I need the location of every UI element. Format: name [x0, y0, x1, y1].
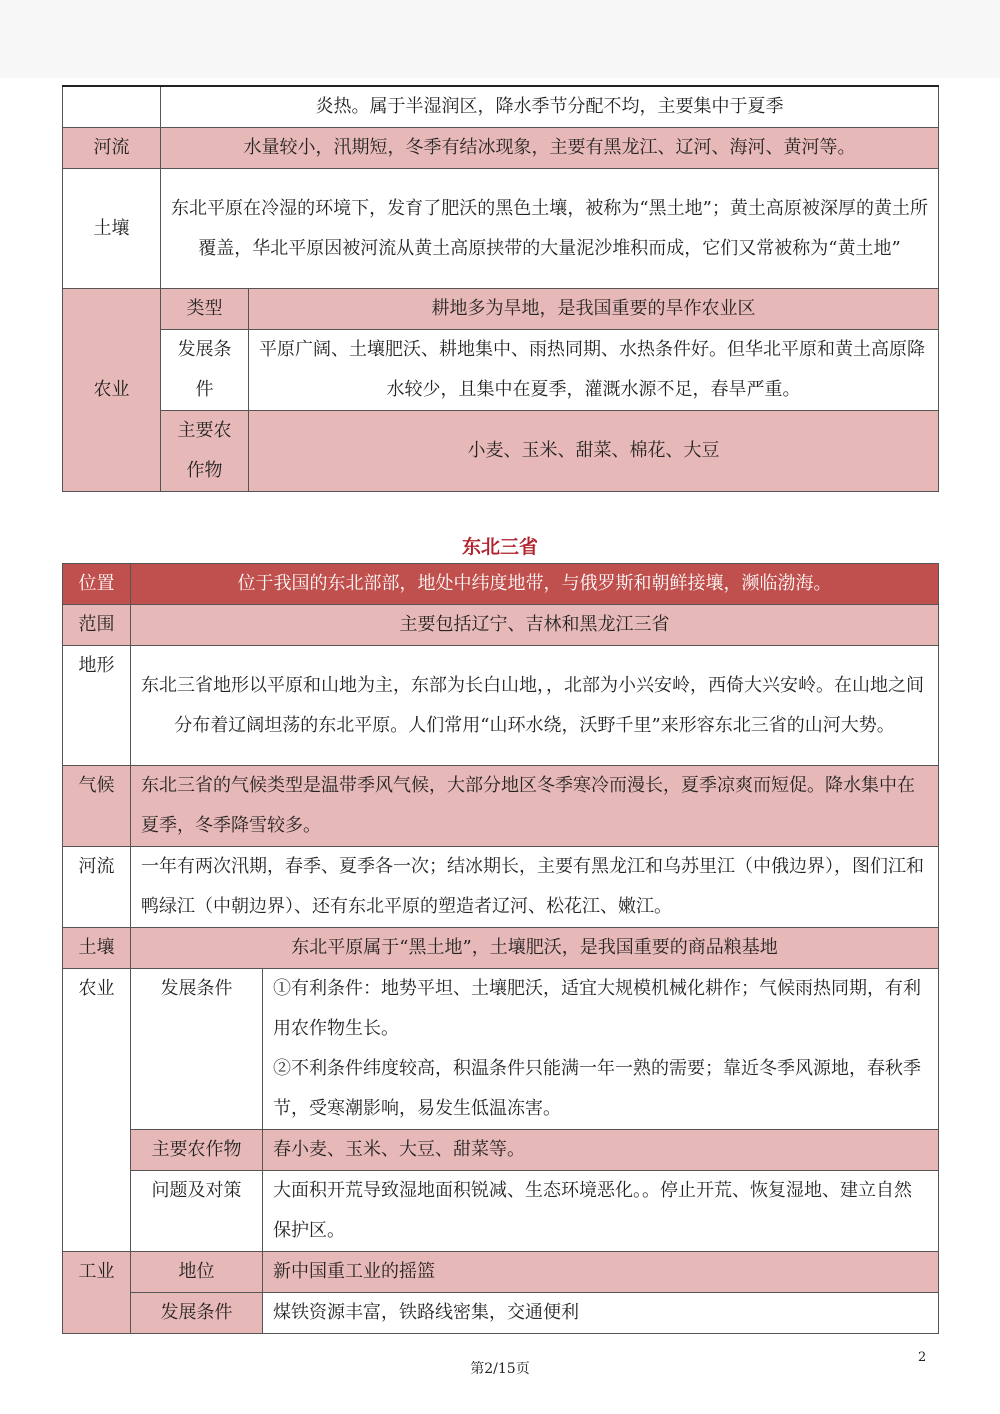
- climate-text: 炎热。属于半湿润区，降水季节分配不均，主要集中于夏季: [161, 86, 939, 128]
- climate-text: 东北三省的气候类型是温带季风气候，大部分地区冬季寒冷而漫长，夏季凉爽而短促。降水集中在夏季，冬季降雪较多。: [131, 766, 939, 847]
- prob-label: 问题及对策: [131, 1171, 263, 1252]
- terrain-text: 东北三省地形以平原和山地为主，东部为长白山地，，北部为小兴安岭，西倚大兴安岭。在山地之间分布着辽阔坦荡的东北平原。人们常用“山环水绕，沃野千里”来形容东北三省的山河大势。: [131, 646, 939, 766]
- scope-label: 范围: [63, 605, 131, 646]
- soil-label: 土壤: [63, 169, 161, 289]
- agri-label: 农业: [63, 289, 161, 492]
- loc-text: 位于我国的东北部部，地处中纬度地带，与俄罗斯和朝鲜接壤，濒临渤海。: [131, 564, 939, 605]
- agri-label: 农业: [63, 969, 131, 1252]
- river-label: 河流: [63, 847, 131, 928]
- scope-text: 主要包括辽宁、吉林和黑龙江三省: [131, 605, 939, 646]
- crops-text: 小麦、玉米、甜菜、棉花、大豆: [249, 411, 939, 492]
- type-text: 耕地多为旱地，是我国重要的旱作农业区: [249, 289, 939, 330]
- soil-text: 东北平原在冷湿的环境下，发育了肥沃的黑色土壤，被称为“黑土地”；黄土高原被深厚的黄土所覆盖，华北平原因被河流从黄土高原挟带的大量泥沙堆积而成，它们又常被称为“黄土地”: [161, 169, 939, 289]
- type-label: 类型: [161, 289, 249, 330]
- crops-label: 主要农作物: [131, 1130, 263, 1171]
- prob-text: 大面积开荒导致湿地面积锐减、生态环境恶化。。停止开荒、恢复湿地、建立自然保护区。: [263, 1171, 939, 1252]
- ind-cond-text: 煤铁资源丰富，铁路线密集，交通便利: [263, 1293, 939, 1334]
- cond-text: 平原广阔、土壤肥沃、耕地集中、雨热同期、水热条件好。但华北平原和黄土高原降水较少，且集中在夏季，灌溉水源不足，春旱严重。: [249, 330, 939, 411]
- top-margin: [0, 0, 1000, 78]
- agri-cond-2: ②不利条件纬度较高，积温条件只能满一年一熟的需要；靠近冬季风源地，春秋季节，受寒潮影响，易发生低温冻害。: [273, 1058, 921, 1119]
- soil-text: 东北平原属于“黑土地”，土壤肥沃，是我国重要的商品粮基地: [131, 928, 939, 969]
- section-title: 东北三省: [461, 536, 538, 558]
- ind-cond-label: 发展条件: [131, 1293, 263, 1334]
- page-number: 2: [918, 1350, 927, 1365]
- north-plains-table: [62, 85, 939, 492]
- river-text: 一年有两次汛期，春季、夏季各一次；结冰期长，主要有黑龙江和乌苏里江（中俄边界），图们江和鸭绿江（中朝边界）、还有东北平原的塑造者辽河、松花江、嫩江。: [131, 847, 939, 928]
- climate-label: 气候: [63, 766, 131, 847]
- terrain-label: 地形: [63, 646, 131, 766]
- crops-text: 春小麦、玉米、大豆、甜菜等。: [263, 1130, 939, 1171]
- river-label: 河流: [63, 128, 161, 169]
- cond-label: 发展条件: [161, 330, 249, 411]
- blank-cell: [63, 86, 161, 128]
- river-text: 水量较小，汛期短，冬季有结冰现象，主要有黑龙江、辽河、海河、黄河等。: [161, 128, 939, 169]
- agri-cond-1: ①有利条件：地势平坦、土壤肥沃，适宜大规模机械化耕作；气候雨热同期，有利用农作物生长。: [273, 978, 921, 1039]
- ind-label: 工业: [63, 1252, 131, 1334]
- soil-label: 土壤: [63, 928, 131, 969]
- loc-label: 位置: [63, 564, 131, 605]
- status-label: 地位: [131, 1252, 263, 1293]
- northeast-table: [62, 563, 939, 1334]
- agri-cond-label: 发展条件: [131, 969, 263, 1130]
- crops-label: 主要农作物: [161, 411, 249, 492]
- page-footer: 第2/15页: [470, 1361, 530, 1377]
- status-text: 新中国重工业的摇篮: [263, 1252, 939, 1293]
